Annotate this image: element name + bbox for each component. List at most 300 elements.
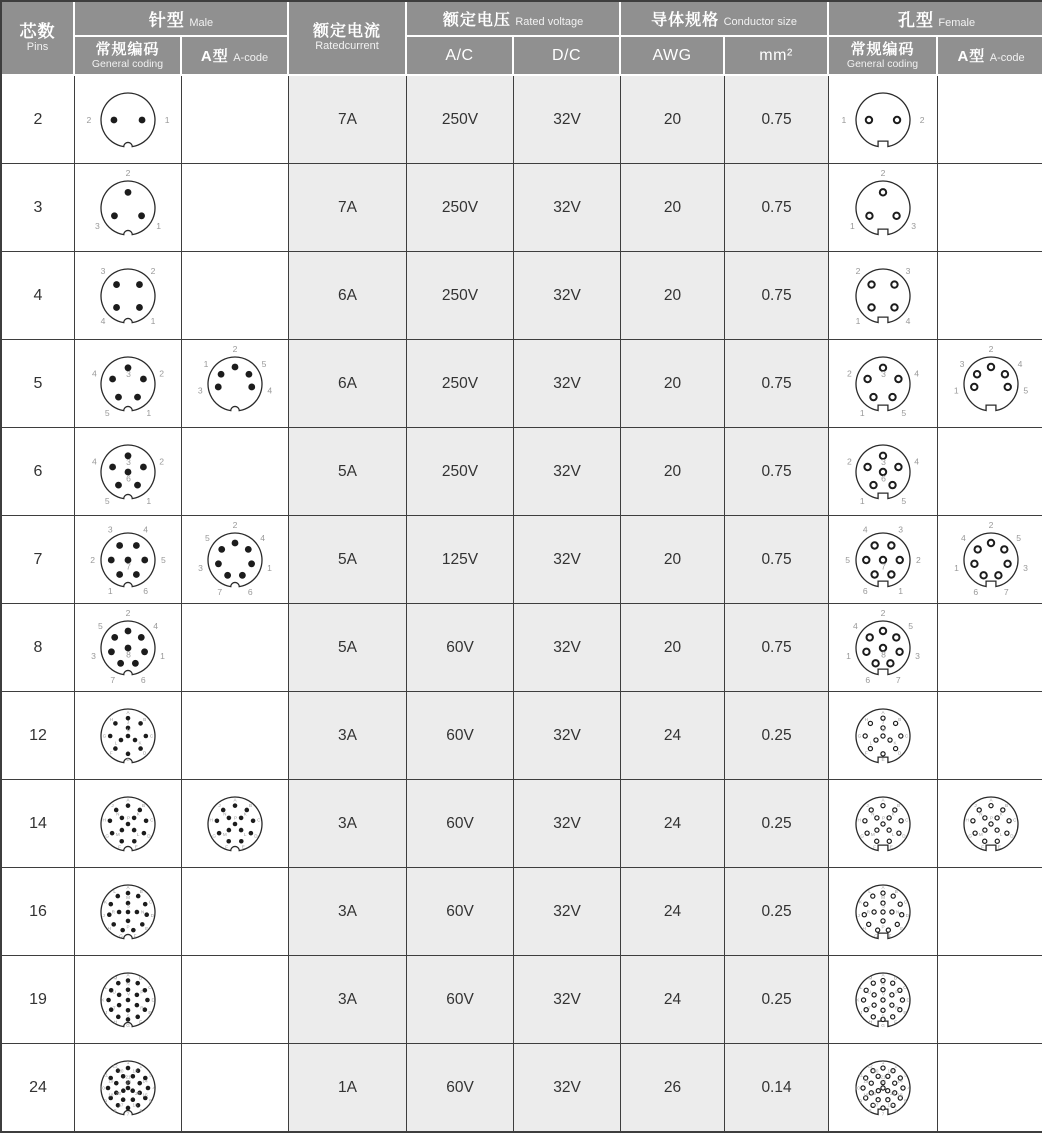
pin-number-label: 1 bbox=[203, 358, 209, 369]
socket-hole bbox=[881, 751, 885, 755]
pin-number-label: 1 bbox=[953, 384, 959, 395]
pin-number-label: 4 bbox=[862, 524, 868, 535]
pin-dot bbox=[136, 304, 143, 311]
pin-number-label: P bbox=[126, 923, 130, 929]
pin-number-label: 6 bbox=[126, 472, 131, 483]
rated-current-cell: 1A bbox=[289, 1044, 407, 1131]
col-header-female-general bbox=[829, 37, 938, 76]
male-acode-diagram bbox=[182, 516, 289, 604]
pin-number-label: 14 bbox=[142, 1078, 148, 1083]
female-general-diagram bbox=[829, 692, 938, 780]
pin-number-label: N bbox=[871, 810, 875, 816]
pin-number-label: G bbox=[212, 833, 216, 839]
pin-dot bbox=[109, 901, 114, 906]
socket-hole bbox=[864, 375, 870, 381]
pin-dot bbox=[135, 909, 140, 914]
socket-hole bbox=[989, 803, 993, 807]
pin-number-label: S bbox=[881, 903, 886, 908]
socket-hole bbox=[1001, 546, 1007, 552]
pin-number-label: 3 bbox=[915, 650, 920, 661]
socket-hole bbox=[880, 627, 886, 633]
col-header-rated-voltage bbox=[407, 2, 621, 37]
pin-number-label: 3 bbox=[100, 265, 106, 276]
pin-number-label: 4 bbox=[260, 532, 265, 543]
pin-number-label: D bbox=[906, 997, 910, 1003]
connector-diagram-female-f12 bbox=[831, 696, 935, 776]
pin-dot bbox=[126, 909, 131, 914]
rated-current-cell: 7A bbox=[289, 76, 407, 164]
male-general-zh: 常规编码 bbox=[95, 41, 160, 59]
pin-dot bbox=[111, 116, 118, 123]
pin-number-label: P bbox=[895, 989, 899, 995]
pin-number-label: E bbox=[145, 925, 149, 931]
pin-number-label: 2 bbox=[86, 114, 92, 125]
mm2-cell: 0.75 bbox=[725, 164, 829, 252]
pin-number-label: M bbox=[113, 975, 118, 981]
spec-row bbox=[2, 956, 1042, 1044]
socket-hole bbox=[881, 803, 885, 807]
pin-dot bbox=[126, 997, 131, 1002]
pin-number-label: 6 bbox=[865, 674, 871, 685]
pin-number-label: 2 bbox=[988, 519, 994, 530]
female-acode-en: A-code bbox=[989, 52, 1025, 64]
dc-voltage-cell: 32V bbox=[514, 868, 621, 956]
pin-number-label: 2 bbox=[125, 607, 131, 618]
female-acode-diagram bbox=[938, 340, 1042, 428]
pin-dot bbox=[226, 838, 231, 843]
male-general-diagram bbox=[75, 340, 182, 428]
connector-diagram-male-m16 bbox=[76, 872, 180, 952]
pin-number-label: L bbox=[243, 831, 247, 837]
female-general-diagram bbox=[829, 340, 938, 428]
pin-number-label: 15 bbox=[897, 1092, 903, 1098]
pin-dot bbox=[116, 571, 123, 578]
pin-dot bbox=[239, 571, 246, 578]
spec-row bbox=[2, 340, 1042, 428]
table-body bbox=[2, 76, 1042, 1131]
pin-dot bbox=[131, 1097, 136, 1102]
socket-hole bbox=[866, 212, 872, 218]
socket-hole bbox=[861, 1085, 865, 1089]
socket-hole bbox=[895, 375, 901, 381]
pin-number-label: A bbox=[126, 971, 130, 977]
male-header-zh: 针型 bbox=[148, 11, 185, 30]
col-header-male-general bbox=[75, 37, 182, 76]
female-acode-diagram bbox=[938, 868, 1042, 956]
pins-cell: 12 bbox=[2, 692, 75, 780]
connector-diagram-male-m5a bbox=[183, 344, 287, 424]
spec-row bbox=[2, 780, 1042, 868]
socket-hole bbox=[881, 909, 885, 913]
socket-hole bbox=[1005, 383, 1011, 389]
pin-number-label: H bbox=[107, 925, 111, 931]
pin-number-label: G bbox=[105, 833, 109, 839]
pin-number-label: 1 bbox=[855, 315, 861, 326]
pin-dot bbox=[141, 648, 148, 655]
socket-hole bbox=[871, 1014, 875, 1018]
socket-hole bbox=[868, 746, 872, 750]
connector-diagram-female-f14 bbox=[831, 784, 935, 864]
pin-dot bbox=[217, 830, 222, 835]
connector-shell-male bbox=[101, 93, 155, 147]
pin-dot bbox=[115, 893, 120, 898]
male-general-diagram bbox=[75, 780, 182, 868]
pin-number-label: N bbox=[881, 981, 885, 986]
rated-current-cell: 6A bbox=[289, 340, 407, 428]
pins-cell: 2 bbox=[2, 76, 75, 164]
pin-number-label: F bbox=[873, 843, 877, 849]
ac-voltage-cell: 250V bbox=[407, 340, 514, 428]
pin-number-label: H bbox=[862, 925, 866, 931]
pin-number-label: 3 bbox=[911, 220, 917, 231]
pin-dot bbox=[135, 992, 140, 997]
male-general-diagram bbox=[75, 428, 182, 516]
spec-row bbox=[2, 516, 1042, 604]
pin-number-label: D bbox=[254, 833, 258, 839]
pin-number-label: K bbox=[891, 810, 895, 816]
pin-number-label: 9 bbox=[104, 1098, 107, 1103]
socket-hole bbox=[1002, 371, 1008, 377]
pin-number-label: 3 bbox=[898, 524, 904, 535]
socket-hole bbox=[866, 116, 872, 122]
pin-number-label: 3 bbox=[905, 265, 911, 276]
pin-number-label: 2 bbox=[894, 1062, 898, 1068]
pin-number-label: 5 bbox=[901, 407, 907, 418]
pin-number-label: F bbox=[118, 843, 122, 849]
rated-current-cell: 7A bbox=[289, 164, 407, 252]
dc-voltage-cell: 32V bbox=[514, 1044, 621, 1131]
pin-number-label: N bbox=[126, 981, 130, 986]
pin-number-label: P bbox=[881, 815, 886, 820]
pin-number-label: K bbox=[999, 810, 1003, 816]
pin-number-label: M bbox=[222, 831, 227, 837]
conductor-header-zh: 导体规格 bbox=[651, 12, 720, 29]
pin-number-label: 4 bbox=[92, 367, 97, 378]
female-acode-diagram bbox=[938, 1044, 1042, 1131]
socket-hole bbox=[891, 894, 895, 898]
pin-dot bbox=[115, 393, 122, 400]
pin-number-label: 24 bbox=[880, 1079, 887, 1084]
socket-hole bbox=[995, 815, 999, 819]
pin-number-label: E bbox=[241, 843, 245, 849]
pin-number-label: C bbox=[1013, 816, 1017, 822]
pin-dot bbox=[126, 1085, 131, 1090]
socket-hole bbox=[870, 481, 876, 487]
pin-dot bbox=[224, 571, 231, 578]
socket-hole bbox=[896, 648, 902, 654]
connector-diagram-male-m3 bbox=[76, 168, 180, 248]
pin-number-label: C bbox=[904, 733, 909, 739]
rated-current-cell: 3A bbox=[289, 868, 407, 956]
pin-number-label: H bbox=[965, 816, 969, 822]
pin-number-label: 3 bbox=[126, 456, 131, 467]
mm2-cell: 0.75 bbox=[725, 340, 829, 428]
pin-number-label: C bbox=[903, 898, 908, 904]
spec-table bbox=[2, 2, 1042, 1131]
pin-number-label: 13 bbox=[132, 1068, 138, 1073]
socket-hole bbox=[874, 737, 878, 741]
pin-dot bbox=[139, 116, 146, 123]
pin-number-label: K bbox=[243, 810, 247, 816]
pin-number-label: K bbox=[101, 997, 105, 1003]
male-acode-diagram bbox=[182, 604, 289, 692]
connector-diagram-male-m19 bbox=[76, 960, 180, 1040]
pin-number-label: 19 bbox=[108, 1078, 114, 1083]
pin-number-label: 16 bbox=[132, 1102, 138, 1108]
connector-diagram-female-f7g bbox=[831, 520, 935, 600]
female-general-diagram bbox=[829, 780, 938, 868]
dc-label: D/C bbox=[551, 46, 582, 64]
mm2-cell: 0.25 bbox=[725, 956, 829, 1044]
pin-number-label: R bbox=[895, 1005, 899, 1011]
female-acode-diagram bbox=[938, 516, 1042, 604]
ac-label: A/C bbox=[445, 46, 474, 64]
pin-number-label: E bbox=[903, 1009, 907, 1015]
pin-number-label: 24 bbox=[125, 1079, 132, 1084]
pin-number-label: B bbox=[894, 975, 898, 981]
socket-hole bbox=[876, 1088, 880, 1092]
female-general-diagram bbox=[829, 428, 938, 516]
pin-dot bbox=[233, 821, 238, 826]
male-acode-diagram bbox=[182, 692, 289, 780]
male-general-diagram bbox=[75, 252, 182, 340]
socket-hole bbox=[899, 818, 903, 822]
col-header-female bbox=[829, 2, 1042, 37]
pin-number-label: E bbox=[997, 843, 1001, 849]
connector-diagram-female-f24 bbox=[831, 1048, 935, 1128]
socket-hole bbox=[881, 918, 885, 922]
socket-hole bbox=[971, 818, 975, 822]
pin-dot bbox=[132, 659, 139, 666]
pin-number-label: 1 bbox=[160, 650, 165, 661]
pin-number-label: U bbox=[867, 989, 871, 995]
pin-dot bbox=[140, 375, 147, 382]
spec-row bbox=[2, 1044, 1042, 1131]
socket-hole bbox=[887, 828, 891, 832]
pin-number-label: 5 bbox=[1016, 532, 1022, 543]
pin-number-label: 6 bbox=[894, 1107, 898, 1113]
pin-number-label: J bbox=[102, 912, 105, 918]
pin-number-label: P bbox=[140, 989, 144, 995]
female-acode-diagram bbox=[938, 428, 1042, 516]
pin-dot bbox=[117, 992, 122, 997]
pin-number-label: N bbox=[223, 810, 227, 816]
pin-number-label: 5 bbox=[104, 407, 110, 418]
male-general-diagram bbox=[75, 692, 182, 780]
pin-number-label: J bbox=[111, 802, 114, 808]
pin-number-label: E bbox=[881, 756, 885, 762]
pin-number-label: E bbox=[148, 1009, 152, 1015]
col-header-dc bbox=[514, 37, 621, 76]
pin-number-label: 3 bbox=[91, 650, 96, 661]
socket-hole bbox=[881, 821, 885, 825]
col-header-male bbox=[75, 2, 289, 37]
pin-number-label: 4 bbox=[961, 532, 966, 543]
pin-number-label: 2 bbox=[988, 343, 994, 354]
pin-dot bbox=[138, 212, 145, 219]
pin-dot bbox=[126, 751, 131, 756]
connector-diagram-female-f5g bbox=[831, 344, 935, 424]
socket-hole bbox=[894, 721, 898, 725]
pins-header-zh: 芯数 bbox=[19, 22, 56, 42]
pin-number-label: 1 bbox=[954, 562, 959, 573]
socket-hole bbox=[872, 909, 876, 913]
socket-hole bbox=[1007, 818, 1011, 822]
male-acode-diagram bbox=[182, 164, 289, 252]
connector-diagram-male-m14 bbox=[76, 784, 180, 864]
male-acode-en: A-code bbox=[233, 52, 269, 64]
pin-dot bbox=[126, 1105, 131, 1110]
pin-dot bbox=[218, 545, 225, 552]
female-general-diagram bbox=[829, 1044, 938, 1131]
ac-voltage-cell: 125V bbox=[407, 516, 514, 604]
awg-cell: 20 bbox=[621, 252, 725, 340]
socket-hole bbox=[983, 839, 987, 843]
pin-dot bbox=[215, 560, 222, 567]
awg-label: AWG bbox=[652, 46, 692, 64]
pin-dot bbox=[120, 827, 125, 832]
pin-dot bbox=[144, 912, 149, 917]
socket-hole bbox=[889, 481, 895, 487]
pin-number-label: 18 bbox=[863, 1092, 869, 1098]
connector-diagram-female-f7a bbox=[939, 520, 1042, 600]
pin-number-label: G bbox=[126, 1022, 130, 1028]
socket-hole bbox=[989, 821, 993, 825]
pin-number-label: E bbox=[900, 925, 904, 931]
pin-number-label: D bbox=[1010, 833, 1014, 839]
pin-number-label: 2 bbox=[232, 519, 238, 530]
connector-diagram-female-f8 bbox=[831, 608, 935, 688]
pin-number-label: A bbox=[233, 796, 237, 802]
pin-number-label: E bbox=[126, 756, 130, 762]
female-general-diagram bbox=[829, 252, 938, 340]
dc-voltage-cell: 32V bbox=[514, 340, 621, 428]
male-general-diagram bbox=[75, 956, 182, 1044]
pin-number-label: 4 bbox=[853, 620, 858, 631]
pin-number-label: D bbox=[150, 912, 155, 918]
rated-current-cell: 3A bbox=[289, 692, 407, 780]
awg-cell: 20 bbox=[621, 164, 725, 252]
male-general-diagram bbox=[75, 76, 182, 164]
socket-hole bbox=[971, 560, 977, 566]
socket-hole bbox=[886, 928, 890, 932]
rated-current-cell: 5A bbox=[289, 428, 407, 516]
socket-hole bbox=[888, 542, 894, 548]
socket-hole bbox=[893, 634, 899, 640]
pin-number-label: A bbox=[126, 796, 130, 802]
pin-number-label: 3 bbox=[881, 368, 886, 379]
pin-dot bbox=[111, 212, 118, 219]
spec-row bbox=[2, 428, 1042, 516]
pin-dot bbox=[232, 363, 239, 370]
pin-dot bbox=[106, 1085, 111, 1090]
pin-number-label: 8 bbox=[126, 648, 131, 659]
pin-number-label: 7 bbox=[895, 674, 901, 685]
socket-hole bbox=[872, 660, 878, 666]
pin-dot bbox=[113, 721, 118, 726]
pin-dot bbox=[248, 560, 255, 567]
socket-hole bbox=[875, 839, 879, 843]
pin-number-label: 6 bbox=[143, 585, 149, 596]
pin-number-label: 4 bbox=[914, 367, 920, 378]
pin-number-label: 7 bbox=[1003, 586, 1009, 597]
pin-dot bbox=[113, 281, 120, 288]
socket-hole bbox=[875, 815, 879, 819]
pin-number-label: 23 bbox=[870, 1090, 876, 1096]
connector-diagram-female-f2 bbox=[831, 80, 935, 160]
rated-current-cell: 6A bbox=[289, 252, 407, 340]
col-header-pins bbox=[2, 2, 75, 76]
pins-header-en: Pins bbox=[26, 41, 49, 53]
pin-number-label: V bbox=[126, 991, 131, 996]
pin-dot bbox=[248, 383, 255, 390]
pin-number-label: 1 bbox=[841, 114, 847, 125]
pin-number-label: H bbox=[113, 1019, 118, 1024]
socket-hole bbox=[887, 839, 891, 843]
pin-number-label: L bbox=[891, 831, 895, 837]
pin-dot bbox=[111, 922, 116, 927]
pin-dot bbox=[113, 746, 118, 751]
socket-hole bbox=[891, 304, 897, 310]
col-header-conductor-size bbox=[621, 2, 829, 37]
pin-number-label: K bbox=[858, 898, 863, 904]
socket-hole bbox=[881, 1105, 885, 1109]
pin-number-label: G bbox=[102, 733, 107, 739]
awg-cell: 26 bbox=[621, 1044, 725, 1131]
female-header-en: Female bbox=[938, 17, 976, 29]
pin-number-label: B bbox=[898, 716, 902, 722]
pin-dot bbox=[133, 571, 140, 578]
pin-number-label: A bbox=[126, 884, 130, 890]
pin-number-label: 8 bbox=[113, 1107, 117, 1113]
male-general-diagram bbox=[75, 868, 182, 956]
col-header-mm2 bbox=[725, 37, 829, 76]
rated-current-cell: 3A bbox=[289, 956, 407, 1044]
male-header-en: Male bbox=[189, 17, 214, 29]
table-header bbox=[2, 2, 1042, 76]
connector-diagram-male-m2 bbox=[76, 80, 180, 160]
socket-hole bbox=[871, 981, 875, 985]
pin-number-label: 2 bbox=[232, 343, 238, 354]
pin-number-label: 1 bbox=[107, 585, 113, 596]
pin-dot bbox=[239, 827, 244, 832]
socket-hole bbox=[881, 997, 885, 1001]
pins-cell: 14 bbox=[2, 780, 75, 868]
socket-hole bbox=[898, 902, 902, 906]
socket-hole bbox=[995, 572, 1001, 578]
male-general-en: General coding bbox=[91, 57, 164, 70]
socket-hole bbox=[897, 556, 903, 562]
pin-number-label: 2 bbox=[159, 367, 164, 378]
female-acode-zh: A型 bbox=[957, 48, 986, 65]
socket-hole bbox=[864, 463, 870, 469]
pin-number-label: 2 bbox=[855, 265, 861, 276]
pin-number-label: L bbox=[104, 984, 108, 990]
male-general-diagram bbox=[75, 604, 182, 692]
pin-number-label: S bbox=[126, 1013, 130, 1019]
socket-hole bbox=[900, 912, 904, 916]
pin-dot bbox=[117, 909, 122, 914]
pin-number-label: G bbox=[119, 932, 123, 938]
pin-dot bbox=[126, 803, 131, 808]
pin-number-label: C bbox=[150, 816, 154, 822]
male-acode-diagram bbox=[182, 76, 289, 164]
pin-dot bbox=[135, 1002, 140, 1007]
pin-dot bbox=[133, 737, 138, 742]
connector-shell-female bbox=[856, 93, 910, 147]
pin-dot bbox=[109, 375, 116, 382]
pin-number-label: U bbox=[112, 989, 116, 995]
